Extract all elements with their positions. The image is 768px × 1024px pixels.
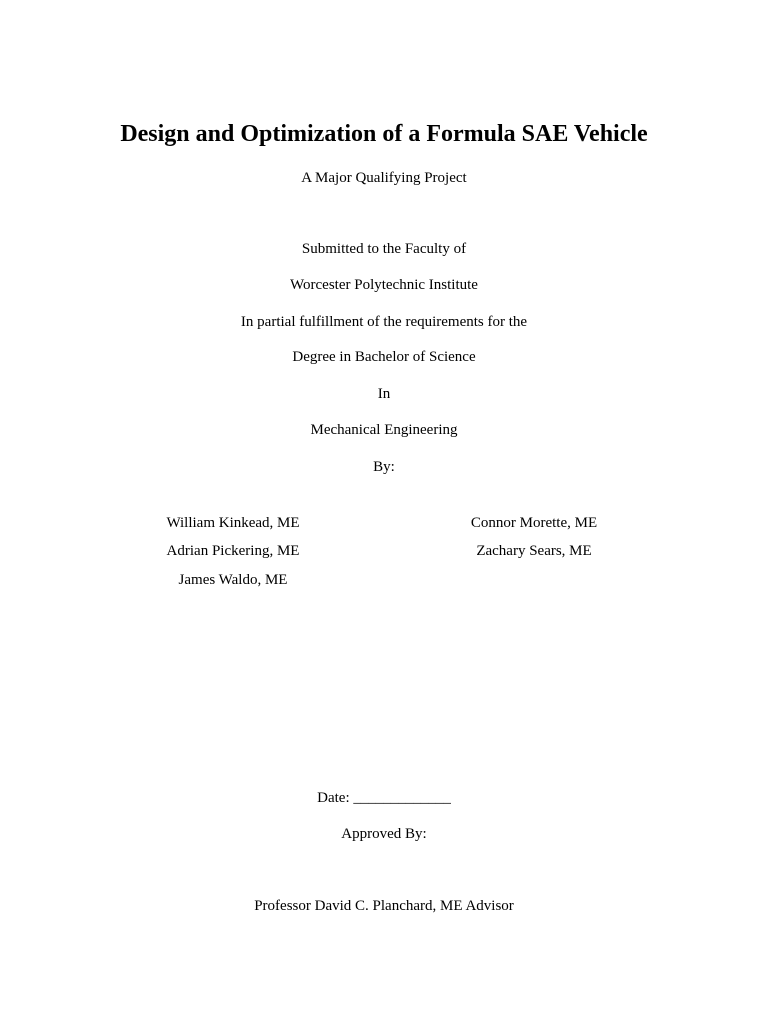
author-name: William Kinkead, ME (166, 515, 300, 531)
institution-name: Worcester Polytechnic Institute (290, 277, 478, 293)
by-line: By: (373, 459, 395, 475)
submitted-to-line: Submitted to the Faculty of (301, 241, 467, 257)
author-name: James Waldo, ME (178, 572, 288, 588)
author-name: Zachary Sears, ME (476, 543, 592, 559)
fulfillment-line: In partial fulfillment of the requirements for the (240, 314, 528, 330)
approved-by-label: Approved By: (341, 826, 427, 842)
in-line: In (377, 386, 391, 402)
date-field: Date: _____________ (317, 790, 451, 806)
author-name: Connor Morette, ME (470, 515, 598, 531)
degree-line: Degree in Bachelor of Science (292, 349, 476, 365)
subtitle: A Major Qualifying Project (301, 170, 467, 186)
author-name: Adrian Pickering, ME (166, 543, 300, 559)
document-title: Design and Optimization of a Formula SAE Vehicle (120, 121, 648, 147)
advisor-line: Professor David C. Planchard, ME Advisor (254, 898, 514, 914)
major-line: Mechanical Engineering (310, 422, 458, 438)
